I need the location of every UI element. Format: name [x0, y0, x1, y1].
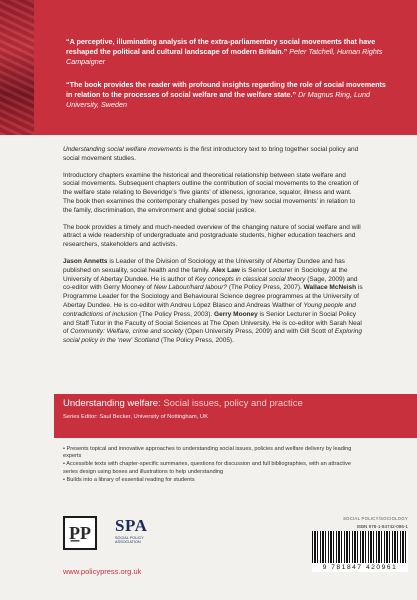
- blurb-paragraph-2: Introductory chapters examine the historical and theoretical relationship between state welfare and social movements. Subsequent chapters outline the contribution of social movements to the creation of the welfare state relating to Beveridge’s ‘five giants’ of idleness, ignorance, squalor, illness and want. The book then examines the contemporary challenges posed by ‘new social movements’ in relation to the family, discrimination, the environment and global social justice.: [63, 171, 359, 214]
- author-name-2: Alex Law: [211, 266, 240, 274]
- quote-1: [66, 37, 386, 67]
- bio-book-4a: Community: Welfare, crime and society: [70, 328, 184, 336]
- subject-category: SOCIAL POLICY/SOCIOLOGY: [343, 516, 408, 521]
- bio-text-3b: (The Policy Press, 2003).: [137, 310, 215, 318]
- quotes-panel: [34, 0, 417, 135]
- publisher-website: www.policypress.org.uk: [63, 567, 142, 576]
- bullet-item: • Presents topical and innovative approaches to understanding social issues, policies and welfare delivery by leading experts: [63, 446, 352, 460]
- blurb-p1-rest: is the first introductory text to bring together social policy and social movement studies.: [63, 146, 359, 162]
- cover-photo-strip: [0, 0, 34, 135]
- bio-text-4: is Senior Lecturer in Social Policy and Staff Tutor in the Faculty of Social Sciences at The Open University. He is co-editor with Sarah Neal of: [63, 310, 362, 336]
- policy-press-logo-icon: P̲P: [63, 516, 97, 550]
- bio-text-2b: (Sage, 2009) and co-editor with Gerry Mooney of: [63, 275, 358, 292]
- bio-text-4c: (The Policy Press, 2005).: [159, 337, 234, 345]
- bullet-item: • Accessible texts with chapter-specific summaries, questions for discussion and full bibliographies, with an attractive series design using boxes and illustrations to help understanding: [63, 461, 351, 475]
- bio-book-4b: Exploring social policy in the ‘new’ Scotland: [63, 328, 363, 345]
- isbn: ISBN 978-1-84742-096-1: [356, 524, 408, 529]
- bio-text-2: is Senior Lecturer in Sociology at the University of Abertay Dundee. He is author of: [63, 266, 348, 283]
- bio-book-2a: Key concepts in classical social theory: [194, 275, 306, 283]
- bio-text-3: is Programme Leader for the Sociology and Behavioural Science degree programmes at the University of Abertay Dundee. He is co-editor with Andreu López Blasco and Andreas Walther of: [63, 284, 363, 309]
- blurb: [63, 146, 363, 346]
- quote-1-text: “A perceptive, illuminating analysis of the extra-parliamentary social movements that have reshaped the political and cultural landscape of modern Britain.”: [66, 37, 376, 56]
- series-editor: Series Editor: Saul Becker, University of Nottingham, UK: [63, 414, 208, 420]
- quote-2: [66, 80, 386, 110]
- bullet-item: • Builds into a library of essential reading for students: [63, 476, 195, 483]
- spa-text: SOCIAL POLICY ASSOCIATION: [115, 536, 144, 545]
- barcode-digits: 9 781847 420961: [312, 563, 408, 572]
- author-name-4: Gerry Mooney: [214, 310, 258, 318]
- quote-1-attribution: Peter Tatchell, Human Rights Campaigner: [66, 47, 383, 66]
- spa-mark: SPA: [115, 516, 148, 535]
- series-title-sub: Social issues, policy and practice: [163, 398, 303, 409]
- author-name-1: Jason Annetts: [63, 257, 108, 265]
- book-title: Understanding social welfare movements: [63, 146, 182, 153]
- series-title-main: Understanding welfare:: [63, 398, 164, 409]
- bio-text-1: is Leader of the Division of Sociology at the University of Abertay Dundee and has published on sexuality, social health and the family.: [63, 257, 345, 274]
- quote-2-attribution: Dr Magnus Ring, Lund University, Sweden: [66, 90, 370, 109]
- quote-2-text: “The book provides the reader with profound insights regarding the role of social movements in relation to the processes of social welfare and the welfare state.”: [66, 80, 386, 99]
- barcode-block: [312, 516, 408, 578]
- bio-book-2b: New Labour/hard labour?: [153, 284, 228, 292]
- author-name-3: Wallace McNeish: [303, 284, 357, 292]
- series-title: [63, 398, 403, 410]
- series-band: [63, 398, 403, 436]
- bio-text-2c: (The Policy Press, 2007).: [227, 284, 304, 292]
- blurb-paragraph-3: The book provides a timely and much-needed overview of the changing nature of social welfare and will attract a wide readership of undergraduate and postgraduate students, higher education teachers and researchers, stakeholders and activists.: [63, 223, 361, 249]
- blurb-paragraph-1: [63, 146, 363, 164]
- bio-book-3: Young people and contradictions of inclusion: [63, 301, 356, 318]
- series-bullets: [63, 446, 363, 485]
- spa-logo-icon: [115, 516, 157, 550]
- barcode-icon: [312, 531, 408, 571]
- author-bios: [63, 258, 363, 346]
- bio-text-4b: (Open University Press, 2009) and with Gill Scott of: [183, 328, 335, 336]
